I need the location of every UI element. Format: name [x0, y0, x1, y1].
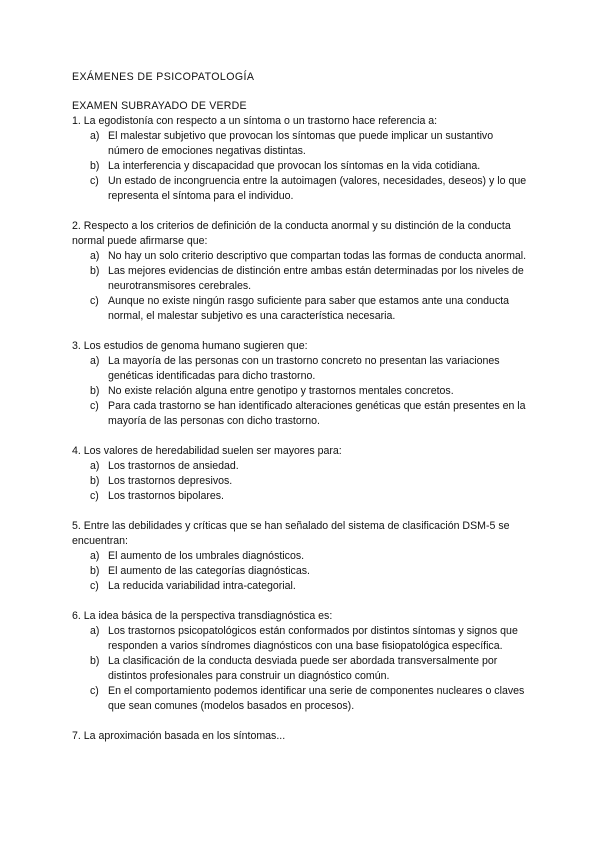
option-text: No existe relación alguna entre genotipo y trastornos mentales concretos. — [108, 385, 454, 397]
option-text: En el comportamiento podemos identificar una serie de componentes nucleares o claves que sean comunes (modelos basados en procesos). — [108, 685, 525, 712]
option-letter: b) — [90, 565, 100, 577]
option-b — [72, 654, 530, 684]
question-text: 5. Entre las debilidades y críticas que se han señalado del sistema de clasificación DSM-5 se encuentran: — [72, 520, 510, 547]
option-list — [72, 249, 530, 324]
option-text: Los trastornos de ansiedad. — [108, 460, 239, 472]
option-letter: c) — [90, 580, 99, 592]
option-text: El aumento de las categorías diagnósticas. — [108, 565, 310, 577]
option-letter: b) — [90, 655, 100, 667]
option-letter: c) — [90, 685, 99, 697]
question-3 — [72, 339, 530, 429]
option-c — [72, 174, 530, 204]
option-a — [72, 249, 530, 264]
document-title: EXÁMENES DE PSICOPATOLOGÍA — [72, 71, 255, 83]
option-text: La mayoría de las personas con un trastorno concreto no presentan las variaciones genéticas identificadas para dicho trastorno. — [108, 355, 500, 382]
question-text: 7. La aproximación basada en los síntomas... — [72, 730, 286, 742]
option-letter: c) — [90, 400, 99, 412]
option-b — [72, 564, 530, 579]
option-c — [72, 399, 530, 429]
option-letter: a) — [90, 625, 100, 637]
option-a — [72, 354, 530, 384]
question-5 — [72, 519, 530, 594]
option-list — [72, 354, 530, 429]
question-6 — [72, 609, 530, 714]
option-a — [72, 549, 530, 564]
option-c — [72, 294, 530, 324]
option-c — [72, 579, 530, 594]
question-text: 3. Los estudios de genoma humano sugieren que: — [72, 340, 308, 352]
option-text: Para cada trastorno se han identificado alteraciones genéticas que están presentes en la mayoría de las personas con dicho trastorno. — [108, 400, 526, 427]
option-letter: b) — [90, 475, 100, 487]
question-1 — [72, 114, 530, 204]
option-text: Un estado de incongruencia entre la autoimagen (valores, necesidades, deseos) y lo que representa el síntoma para el individuo. — [108, 175, 527, 202]
option-list — [72, 624, 530, 714]
question-4 — [72, 444, 530, 504]
option-b — [72, 159, 530, 174]
question-text: 1. La egodistonía con respecto a un síntoma o un trastorno hace referencia a: — [72, 115, 438, 127]
option-a — [72, 129, 530, 159]
option-c — [72, 684, 530, 714]
option-text: Los trastornos bipolares. — [108, 490, 225, 502]
option-letter: a) — [90, 130, 100, 142]
option-a — [72, 459, 530, 474]
option-letter: c) — [90, 490, 99, 502]
option-text: Los trastornos psicopatológicos están conformados por distintos síntomas y signos que responden a varios síndromes diagnósticos con una base fisiopatológica específica. — [108, 625, 518, 652]
option-letter: a) — [90, 550, 100, 562]
question-text: 2. Respecto a los criterios de definición de la conducta anormal y su distinción de la conducta normal puede afirmarse que: — [72, 220, 511, 247]
option-b — [72, 474, 530, 489]
question-2 — [72, 219, 530, 324]
option-letter: a) — [90, 250, 100, 262]
option-list — [72, 549, 530, 594]
option-text: No hay un solo criterio descriptivo que compartan todas las formas de conducta anormal. — [108, 250, 527, 262]
option-list — [72, 459, 530, 504]
option-text: Las mejores evidencias de distinción entre ambas están determinadas por los niveles de neurotransmisores cerebrales. — [108, 265, 524, 292]
question-text: 6. La idea básica de la perspectiva transdiagnóstica es: — [72, 610, 333, 622]
option-list — [72, 129, 530, 204]
option-letter: c) — [90, 295, 99, 307]
option-text: El malestar subjetivo que provocan los síntomas que puede implicar un sustantivo número de emociones negativas distintas. — [108, 130, 494, 157]
section-title: EXAMEN SUBRAYADO DE VERDE — [72, 100, 247, 112]
question-text: 4. Los valores de heredabilidad suelen ser mayores para: — [72, 445, 342, 457]
option-b — [72, 264, 530, 294]
option-text: La interferencia y discapacidad que provocan los síntomas en la vida cotidiana. — [108, 160, 481, 172]
option-text: La clasificación de la conducta desviada puede ser abordada transversalmente por distintos profesionales para construir un diagnóstico común. — [108, 655, 498, 682]
option-text: La reducida variabilidad intra-categorial. — [108, 580, 296, 592]
option-text: El aumento de los umbrales diagnósticos. — [108, 550, 305, 562]
option-text: Los trastornos depresivos. — [108, 475, 233, 487]
option-a — [72, 624, 530, 654]
option-letter: c) — [90, 175, 99, 187]
option-letter: b) — [90, 265, 100, 277]
option-c — [72, 489, 530, 504]
option-letter: a) — [90, 460, 100, 472]
option-letter: b) — [90, 160, 100, 172]
option-b — [72, 384, 530, 399]
option-letter: a) — [90, 355, 100, 367]
question-7 — [72, 729, 530, 744]
option-letter: b) — [90, 385, 100, 397]
document-content — [72, 70, 530, 744]
option-text: Aunque no existe ningún rasgo suficiente para saber que estamos ante una conducta normal, el malestar subjetivo es una característica necesaria. — [108, 295, 510, 322]
